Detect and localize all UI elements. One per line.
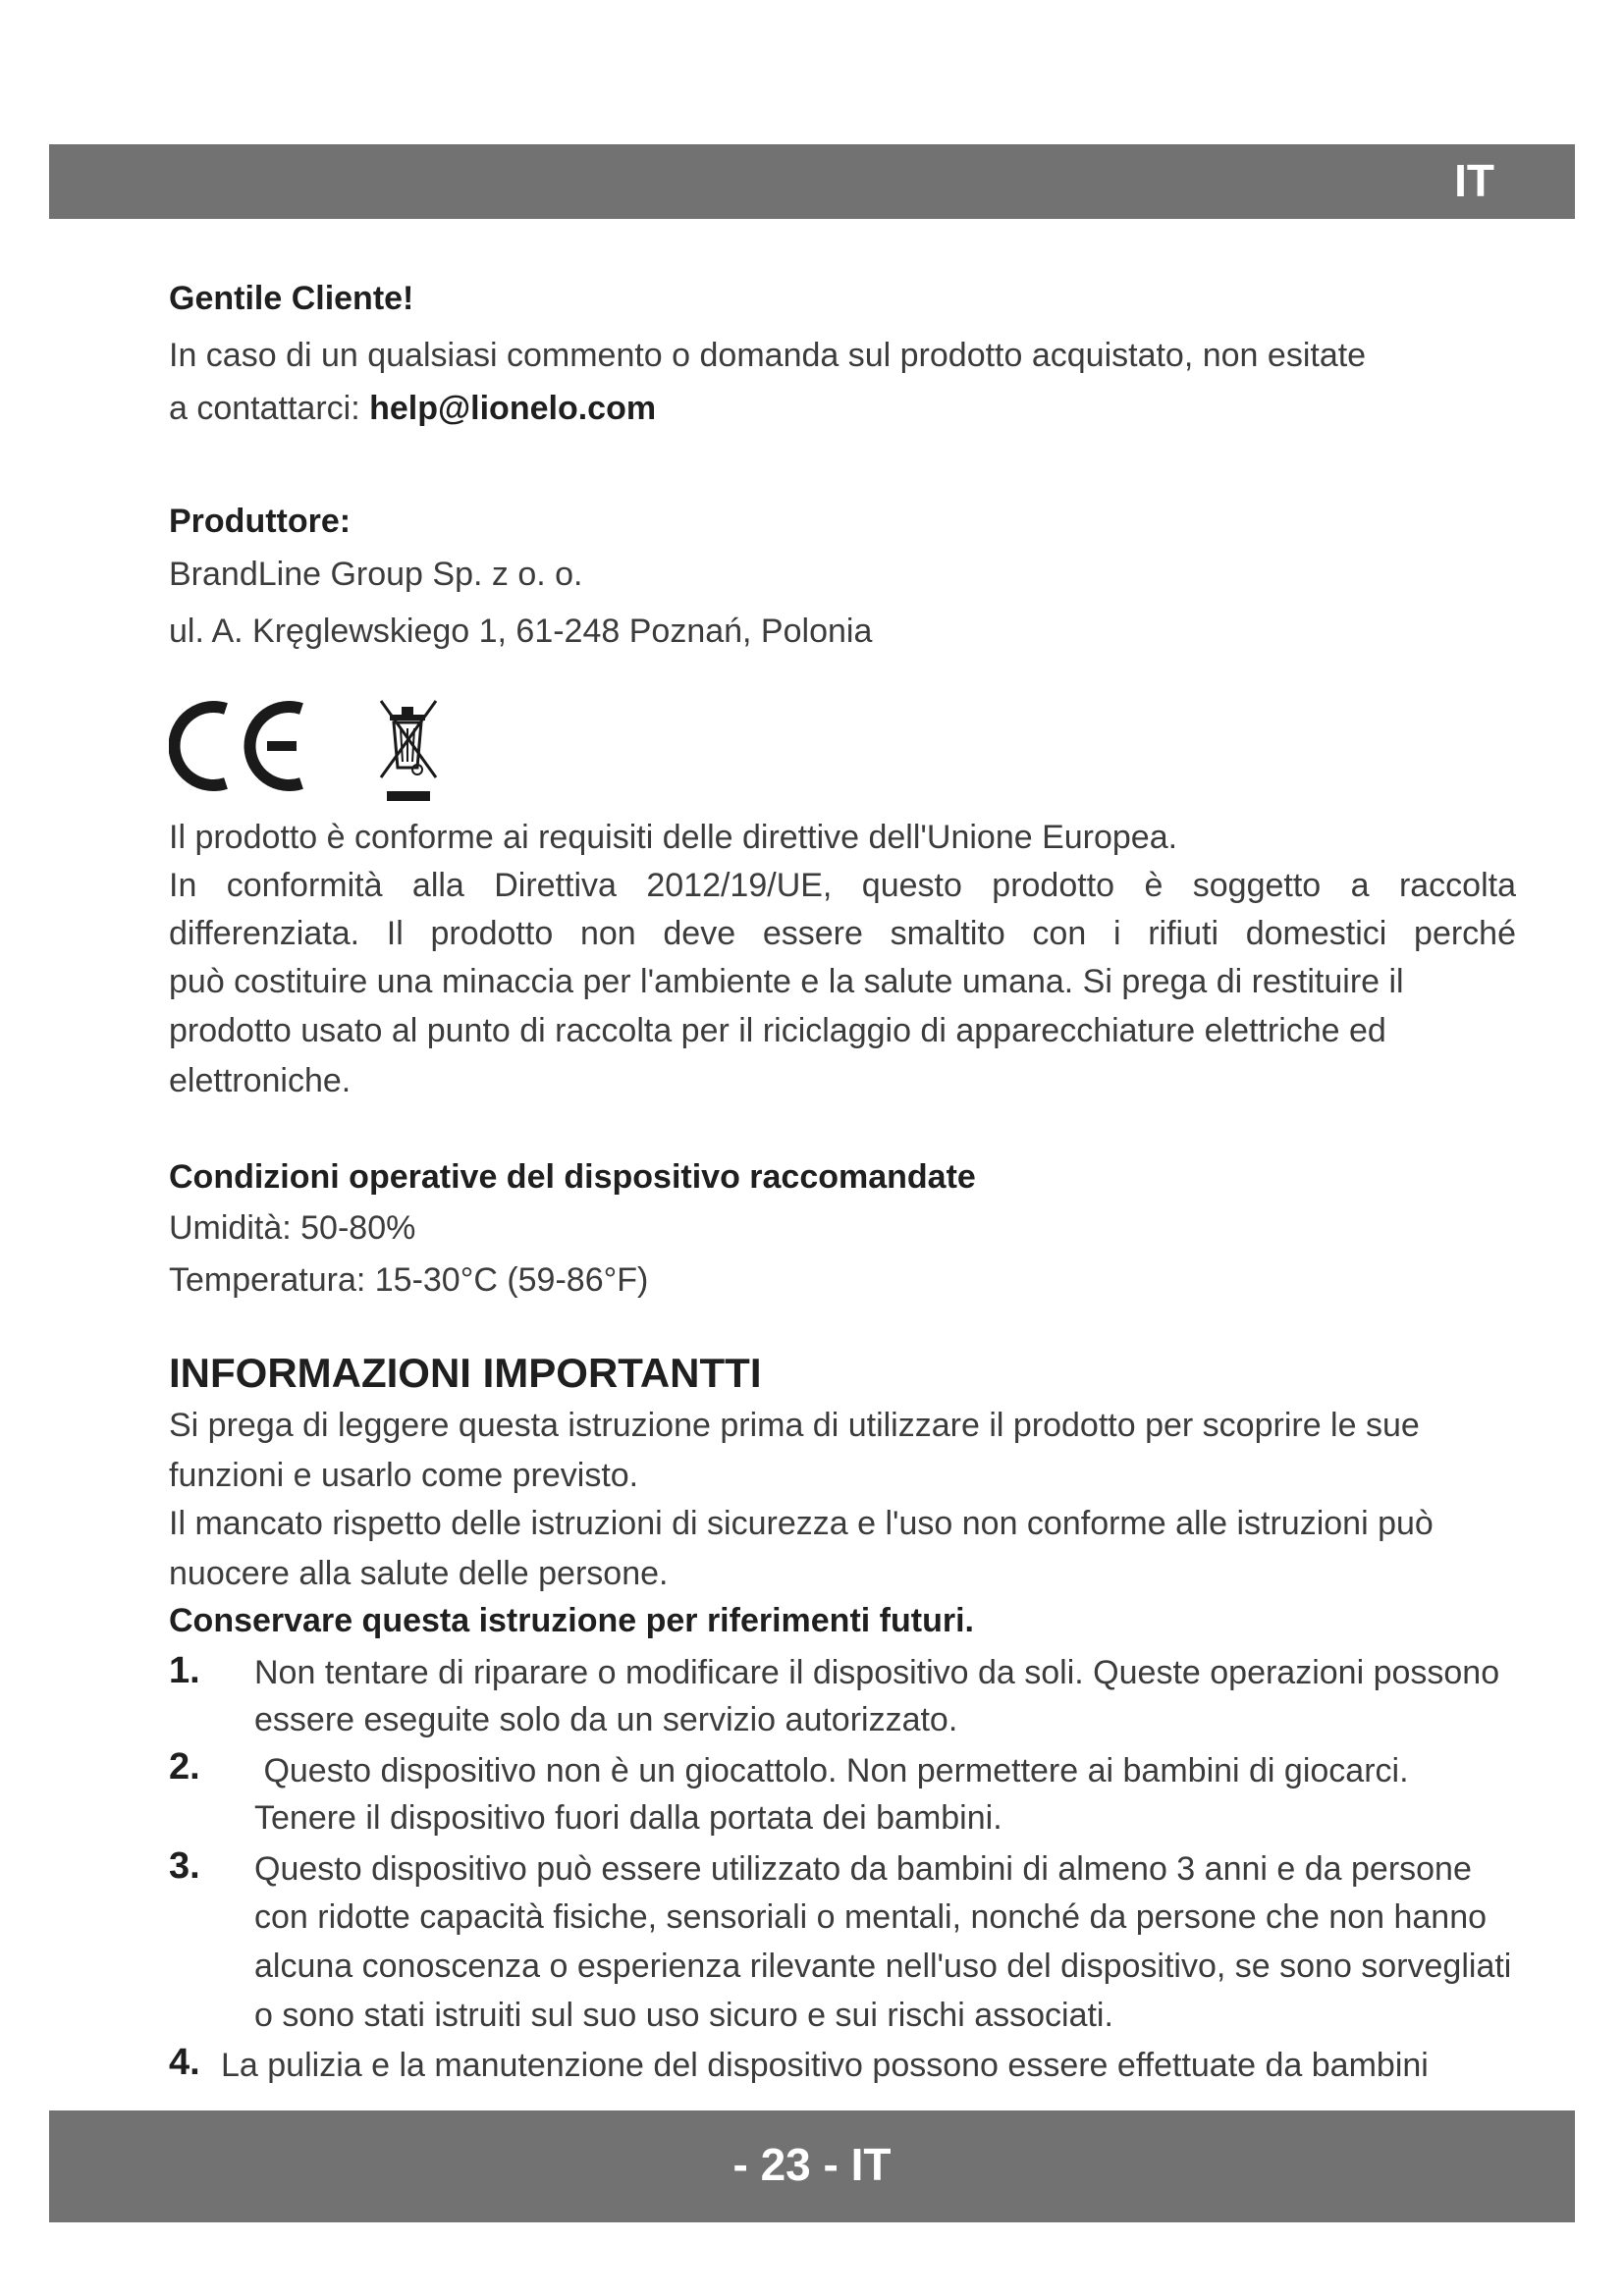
- greeting-contact: [169, 390, 656, 428]
- conformity-line-1: Il prodotto è conforme ai requisiti delle direttive dell'Unione Europea.: [169, 819, 1178, 856]
- list-item-text: Questo dispositivo non è un giocattolo. Non permettere ai bambini di giocarci.: [254, 1752, 1409, 1789]
- producer-company: BrandLine Group Sp. z o. o.: [169, 556, 583, 593]
- important-p1-line1: Si prega di leggere questa istruzione prima di utilizzare il prodotto per scoprire le sue: [169, 1407, 1420, 1444]
- conformity-line-3: differenziata. Il prodotto non deve essere smaltito con i rifiuti domestici perché: [169, 915, 1516, 952]
- contact-prefix: a contattarci:: [169, 390, 370, 427]
- list-item-text: o sono stati istruiti sul suo uso sicuro e sui rischi associati.: [254, 1997, 1113, 2034]
- important-p2-line2: nuocere alla salute delle persone.: [169, 1555, 669, 1592]
- certification-marks: [169, 687, 483, 815]
- list-item-text: Non tentare di riparare o modificare il dispositivo da soli. Queste operazioni possono: [254, 1654, 1500, 1691]
- language-label: IT: [1454, 155, 1494, 206]
- footer-bar: [49, 2110, 1575, 2222]
- list-item-text: La pulizia e la manutenzione del dispositivo possono essere effettuate da bambini: [221, 2047, 1429, 2084]
- ce-mark-icon: [175, 707, 301, 785]
- list-item-text: con ridotte capacità fisiche, sensoriali o mentali, nonché da persone che non hanno: [254, 1898, 1488, 1936]
- list-item-number: 2.: [169, 1746, 200, 1788]
- weee-bin-icon: [381, 701, 436, 801]
- list-item-text: alcuna conoscenza o esperienza rilevante nell'uso del dispositivo, se sono sorvegliati: [254, 1948, 1512, 1985]
- conditions-humidity: Umidità: 50-80%: [169, 1209, 416, 1247]
- list-item-text: Questo dispositivo può essere utilizzato da bambini di almeno 3 anni e da persone: [254, 1850, 1472, 1888]
- conditions-temperature: Temperatura: 15-30°C (59-86°F): [169, 1261, 649, 1299]
- conformity-line-6: elettroniche.: [169, 1062, 352, 1099]
- list-item-number: 4.: [169, 2042, 200, 2083]
- important-title: INFORMAZIONI IMPORTANTTI: [169, 1350, 762, 1396]
- conformity-line-2: In conformità alla Direttiva 2012/19/UE, questo prodotto è soggetto a raccolta: [169, 867, 1516, 904]
- producer-title: Produttore:: [169, 503, 352, 540]
- important-p1-line2: funzioni e usarlo come previsto.: [169, 1457, 639, 1494]
- contact-email-link[interactable]: help@lionelo.com: [369, 390, 657, 427]
- conformity-line-4: può costituire una minaccia per l'ambiente e la salute umana. Si prega di restituire il: [169, 963, 1404, 1000]
- important-p2-line1: Il mancato rispetto delle istruzioni di sicurezza e l'uso non conforme alle istruzioni può: [169, 1505, 1434, 1542]
- list-item-number: 3.: [169, 1845, 200, 1887]
- conformity-line-5: prodotto usato al punto di raccolta per il riciclaggio di apparecchiature elettriche ed: [169, 1012, 1386, 1049]
- list-item-text: Tenere il dispositivo fuori dalla portata dei bambini.: [254, 1799, 1002, 1837]
- list-item-number: 1.: [169, 1650, 200, 1691]
- conditions-title: Condizioni operative del dispositivo raccomandate: [169, 1158, 976, 1196]
- keep-instructions-note: Conservare questa istruzione per riferimenti futuri.: [169, 1602, 974, 1639]
- list-item-text: essere eseguite solo da un servizio autorizzato.: [254, 1701, 958, 1738]
- greeting-title: Gentile Cliente!: [169, 280, 414, 317]
- producer-address: ul. A. Kręglewskiego 1, 61-248 Poznań, Polonia: [169, 613, 873, 650]
- header-bar: [49, 144, 1575, 219]
- page-number: - 23 - IT: [732, 2139, 892, 2190]
- greeting-text: In caso di un qualsiasi commento o domanda sul prodotto acquistato, non esitate: [169, 337, 1367, 374]
